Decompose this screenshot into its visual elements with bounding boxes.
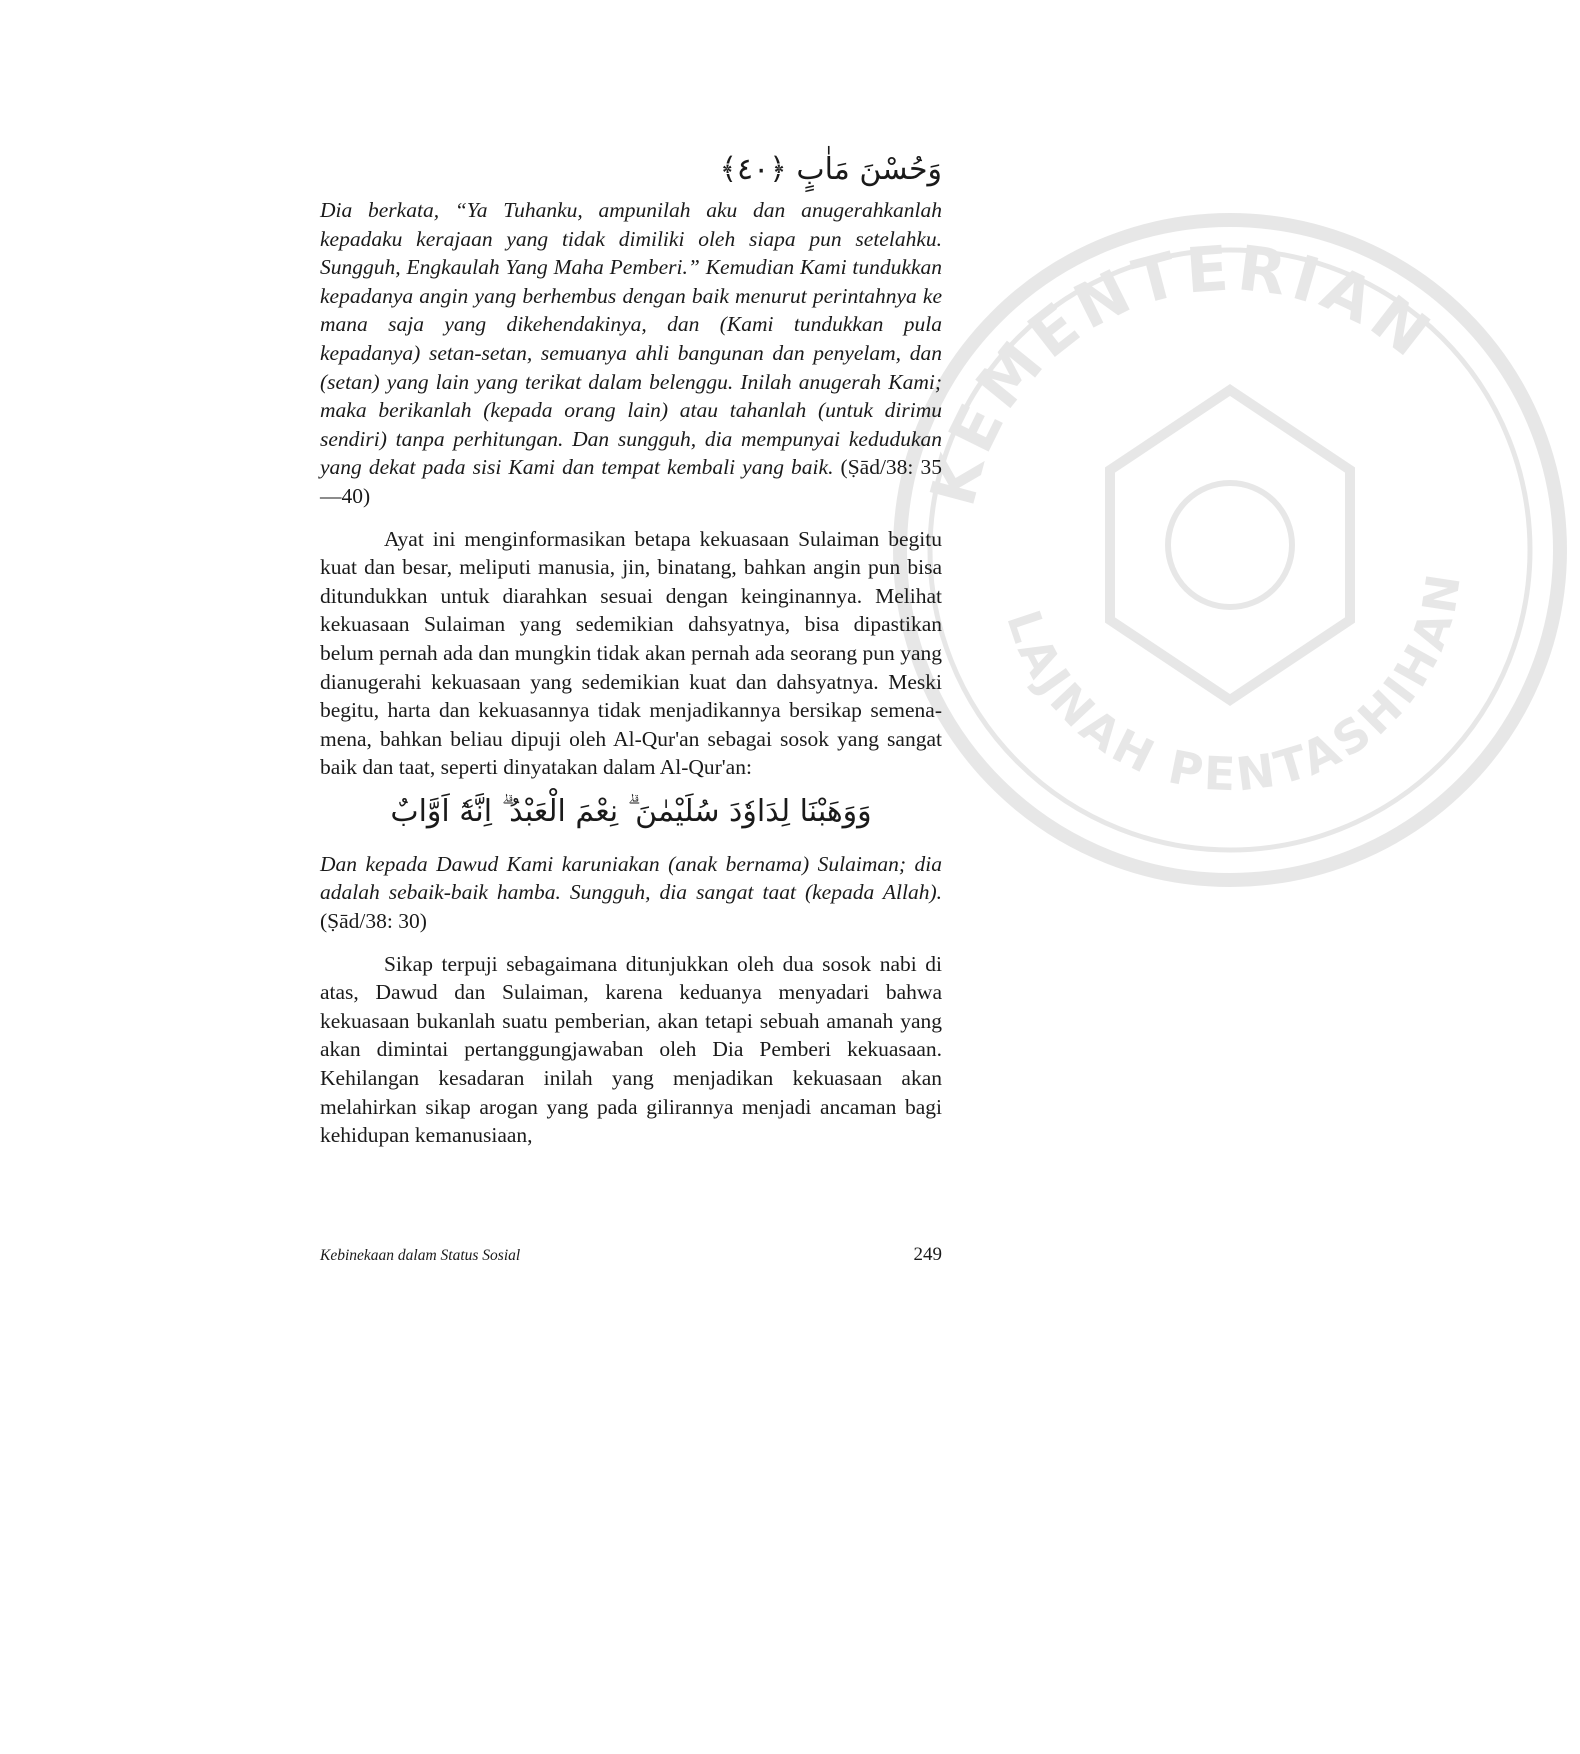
- body-paragraph-1: Ayat ini menginformasikan betapa kekuasaan Sulaiman begitu kuat dan besar, meliputi manusia, jin, binatang, bahkan angin pun bisa ditundukkan untuk diarahkan sesuai dengan keinginannya. Melihat kekuasaan Sulaiman yang sedemikian dahsyatnya, bisa dipastikan belum pernah ada dan mungkin tidak akan pernah ada seorang pun yang dianugerahi kekuasaan yang sedemikian kuat dan dahsyatnya. Meski begitu, harta dan kekuasannya tidak menjadikannya bersikap semena-mena, bahkan beliau dipuji oleh Al-Qur'an sebagai sosok yang sangat baik dan taat, seperti dinyatakan dalam Al-Qur'an:: [320, 526, 942, 780]
- running-title: Kebinekaan dalam Status Sosial: [320, 1247, 521, 1264]
- svg-text:LAJNAH PENTASHIHAN: LAJNAH PENTASHIHAN: [996, 566, 1472, 802]
- verse-end-arabic: وَحُسْنَ مَاٰبٍ ﴿٤٠﴾: [719, 152, 942, 187]
- translation-2-text: Dan kepada Dawud Kami karuniakan (anak bernama) Sulaiman; dia adalah sebaik-baik hamba. Sungguh, dia sangat taat (kepada Allah).: [320, 851, 942, 905]
- page-number: 249: [913, 1244, 942, 1265]
- translation-1-reference: (Ṣād/38: 35—40): [320, 455, 942, 508]
- translation-1-text: Dia berkata, “Ya Tuhanku, ampunilah aku dan anugerahkanlah kepadaku kerajaan yang tidak dimiliki oleh siapa pun setelahku. Sungguh, Engkaulah Yang Maha Pemberi.” Kemudian Kami tundukkan kepadanya angin yang berhembus dengan baik menurut perintahnya ke mana saja yang dikehendakinya, dan (Kami tundukkan pula kepadanya) setan-setan, semuanya ahli bangunan dan penyelam, dan (setan) yang lain yang terikat dalam belenggu. Inilah anugerah Kami; maka berikanlah (kepada orang lain) atau tahanlah (untuk dirimu sendiri) tanpa perhitungan. Dan sungguh, dia mempunyai kedudukan yang dekat pada sisi Kami dan tempat kembali yang baik.: [320, 198, 942, 480]
- translation-2-reference: (Ṣād/38: 30): [320, 909, 427, 934]
- page-body: [320, 150, 942, 1150]
- verse-translation-1: [320, 196, 942, 511]
- page-footer: [320, 1244, 942, 1266]
- watermark-seal: [880, 200, 1580, 900]
- body-paragraph-2: Sikap terpuji sebagaimana ditunjukkan oleh dua sosok nabi di atas, Dawud dan Sulaiman, karena keduanya menyadari bahwa kekuasaan bukanlah suatu pemberian, akan tetapi sebuah amanah yang akan dimintai pertanggungjawaban oleh Dia Pemberi kekuasaan. Kehilangan kesadaran inilah yang menjadikan kekuasaan akan melahirkan sikap arogan yang pada gilirannya menjadi ancaman bagi kehidupan kemanusiaan,: [320, 951, 942, 1148]
- verse-translation-2: [320, 850, 942, 936]
- verse-arabic: وَوَهَبْنَا لِدَاوٗدَ سُلَيْمٰنَ ۗ نِعْمَ الْعَبْدُ ۗ اِنَّهٗٓ اَوَّابٌ: [390, 793, 872, 829]
- svg-text:KEMENTERIAN: KEMENTERIAN: [915, 231, 1448, 513]
